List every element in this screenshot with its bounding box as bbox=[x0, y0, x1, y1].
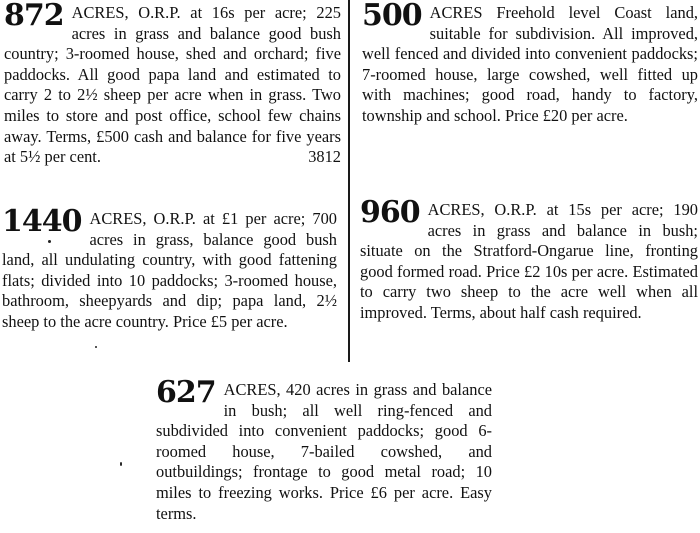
listing-text: ACRES Freehold level Coast land, suitable for subdivision. All improved, well fenced and divided into convenient paddocks; 7-roomed house, large cowshed, well fitted up with machines; good road, handy to factory, township and school. Price £20 per acre. bbox=[362, 3, 698, 125]
listing-500-acres bbox=[362, 0, 698, 127]
listing-acreage: 960 bbox=[360, 195, 420, 230]
listing-acreage: 872 bbox=[4, 0, 64, 33]
print-speck bbox=[120, 462, 122, 466]
listing-acreage: 500 bbox=[362, 0, 422, 33]
listing-text: ACRES, O.R.P. at 16s per acre; 225 acres in grass and balance good bush country; 3-roomed house, shed and orchard; five paddocks. All good papa land and estimated to carry 2 to 2½ sheep per acre when in grass. Two miles to store and post office, school few chains away. Terms, £500 cash and balance for five years at 5½ per cent. bbox=[4, 3, 341, 167]
listing-872-acres bbox=[4, 0, 341, 168]
listing-text: ACRES, 420 acres in grass and balance in bush; all well ring-fenced and subdivided into convenient paddocks; good 6-roomed house, 7-bailed cowshed, and outbuildings; frontage to good metal road; 10 miles to freezing works. Price £6 per acre. Easy terms. bbox=[156, 380, 492, 523]
listing-text: ACRES, O.R.P. at 15s per acre; 190 acres in grass and balance in bush; situate on the Stratford-Ongarue line, fronting good formed road. Price £2 10s per acre. Estimated to carry two sheep to the acre well when all improved. Terms, about half cash required. bbox=[360, 200, 698, 322]
listing-960-acres bbox=[360, 195, 698, 324]
listing-acreage: 1440 bbox=[2, 204, 82, 239]
listing-reference: 3812 bbox=[308, 147, 341, 167]
listing-1440-acres bbox=[2, 204, 337, 333]
column-divider bbox=[348, 0, 350, 362]
listing-acreage: 627 bbox=[156, 375, 216, 410]
listing-text: ACRES, O.R.P. at £1 per acre; 700 acres in grass, balance good bush land, all undulating country, with good fattening flats; divided into 10 paddocks; 3-roomed house, bathroom, sheepyards and dip; papa land, 2½ sheep to the acre country. Price £5 per acre. bbox=[2, 209, 337, 331]
print-speck bbox=[48, 240, 51, 243]
print-speck bbox=[95, 346, 97, 348]
listing-627-acres bbox=[156, 375, 492, 524]
